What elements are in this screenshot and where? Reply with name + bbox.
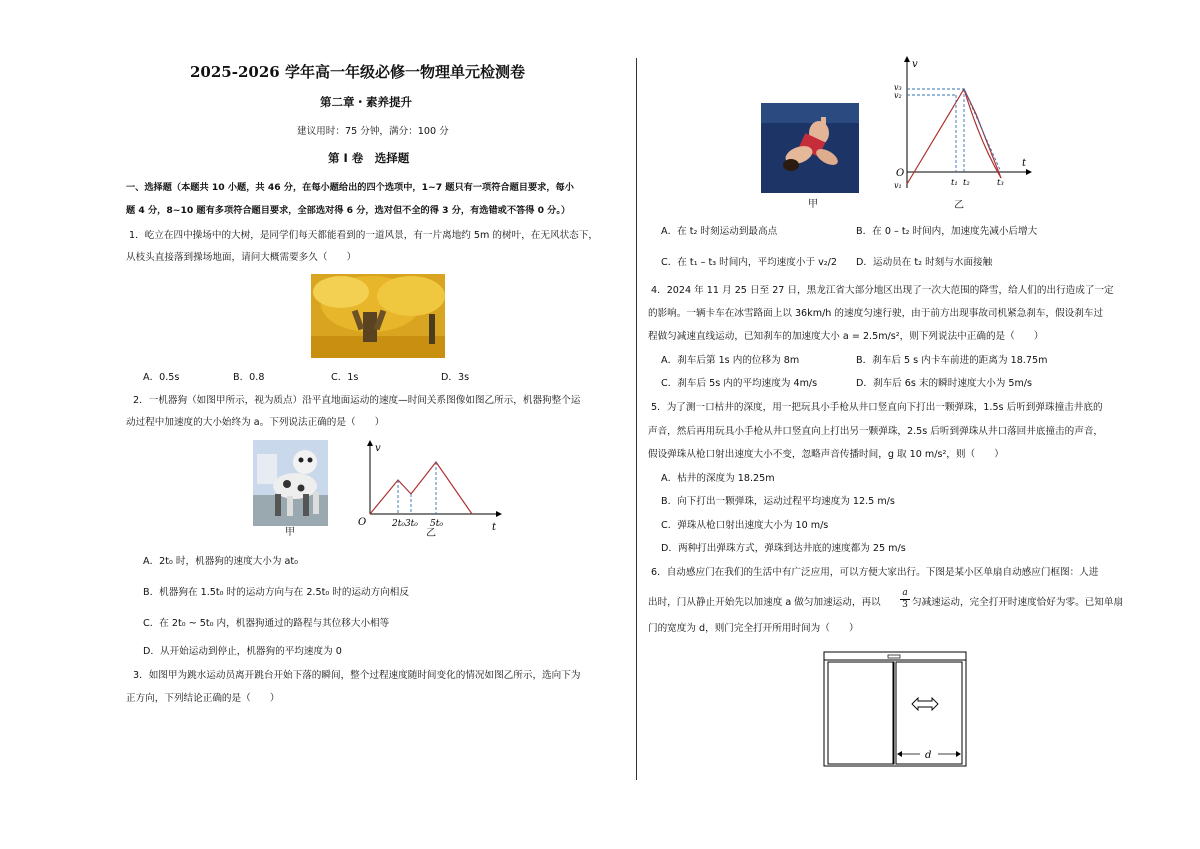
instructions-line-2: 题 4 分，8~10 题有多项符合题目要求，全部选对得 6 分，选对但不全的得 3 分，有选错或不答得 0 分。） [126,205,571,216]
q3-graph-t1: t₁ [951,178,958,188]
column-divider [636,58,637,780]
q2-graph-t-label: t [492,522,497,533]
q5-option-b[interactable]: B．向下打出一颗弹珠，运动过程平均速度为 12.5 m/s [661,496,895,507]
q2-line-1: 2．一机器狗（如图甲所示，视为质点）沿平直地面运动的速度—时间关系图像如图乙所示，机器狗整个运 [133,395,581,406]
q6-line-2a: 出时，门从静止开始先以加速度 a 做匀加速运动，再以 [648,597,881,608]
diver-photo [761,103,859,193]
q3-option-d[interactable]: D．运动员在 t₂ 时刻与水面接触 [856,257,993,268]
q6-fraction-numerator: a [900,588,910,600]
q3-caption-b: 乙 [954,200,964,211]
q4-line-1: 4．2024 年 11 月 25 日至 27 日，黑龙江省大部分地区出现了一次大范围的降雪，给人们的出行造成了一定 [651,285,1114,296]
q2-line-2: 动过程中加速度的大小始终为 a。下列说法正确的是（ ） [126,417,385,428]
q5-option-c[interactable]: C．弹珠从枪口射出速度大小为 10 m/s [661,520,829,531]
q2-option-d[interactable]: D．从开始运动到停止，机器狗的平均速度为 0 [143,646,342,657]
q3-line-1: 3．如图甲为跳水运动员离开跳台开始下落的瞬间，整个过程速度随时间变化的情况如图乙所示，选向下为 [133,670,581,681]
q5-line-1: 5．为了测一口枯井的深度，用一把玩具小手枪从井口竖直向下打出一颗弹珠，1.5s 后听到弹珠撞击井底的 [651,402,1103,413]
door-width-label: d [925,750,932,761]
q3-graph-v1: v₁ [894,181,902,190]
q5-option-d[interactable]: D．两种打出弹珠方式，弹珠到达井底的速度都为 25 m/s [661,543,906,554]
q6-line-3: 门的宽度为 d，则门完全打开所用时间为（ ） [648,623,859,634]
q4-option-b[interactable]: B．刹车后 5 s 内卡车前进的距离为 18.75m [856,355,1048,366]
q2-option-a[interactable]: A．2t₀ 时，机器狗的速度大小为 at₀ [143,556,298,567]
q3-line-2: 正方向，下列结论正确的是（ ） [126,693,280,704]
q3-graph-t2: t₂ [963,178,970,188]
q2-vt-graph [356,438,504,538]
q3-caption-a: 甲 [808,199,818,210]
q3-graph-v3: v₃ [894,83,902,92]
q2-caption-a: 甲 [285,527,295,538]
q3-graph-origin: O [896,168,905,179]
q1-line-2: 从枝头直接落到操场地面，请问大概需要多久（ ） [126,252,357,263]
q2-graph-tick-1: 2t₀3t₀ [392,519,418,529]
exam-meta: 建议用时：75 分钟，满分：100 分 [297,126,449,137]
q4-option-c[interactable]: C．刹车后 5s 内的平均速度为 4m/s [661,378,818,389]
q5-line-3: 假设弹珠从枪口射出速度大小不变，忽略声音传播时间，g 取 10 m/s²，则（ ） [648,449,1004,460]
q4-option-d[interactable]: D．刹车后 6s 末的瞬时速度大小为 5m/s [856,378,1033,389]
q1-option-c[interactable]: C．1s [331,372,359,383]
q3-graph-v2: v₂ [894,91,902,100]
page-title: 2025-2026 学年高一年级必修一物理单元检测卷 [190,63,525,81]
q1-option-b[interactable]: B．0.8 [233,372,265,383]
tree-photo [311,274,445,358]
chapter-title: 第二章・素养提升 [320,95,412,109]
robot-dog-photo [253,440,328,526]
q6-line-1: 6．自动感应门在我们的生活中有广泛应用，可以方便大家出行。下图是某小区单扇自动感应门框图：人进 [651,567,1099,578]
q6-fraction [900,588,910,611]
q3-graph-v-label: v [912,59,918,70]
q3-graph-t-label: t [1022,158,1027,169]
q3-graph-t3: t₃ [997,178,1004,188]
q4-line-2: 的影响。一辆卡车在冰雪路面上以 36km/h 的速度匀速行驶，由于前方出现事故司机紧急刹车，假设刹车过 [648,308,1104,319]
q6-fraction-denominator: 3 [902,600,908,610]
q2-caption-b: 乙 [426,528,436,539]
q3-option-c[interactable]: C．在 t₁ – t₃ 时间内，平均速度小于 v₂/2 [661,257,837,268]
q3-vt-graph [894,54,1034,202]
q1-option-d[interactable]: D．3s [441,372,470,383]
sliding-door-diagram [820,648,972,770]
q5-line-2: 声音，然后再用玩具小手枪从井口竖直向上打出另一颗弹珠，2.5s 后听到弹珠从井口落回井底撞击的声音， [648,426,1104,437]
q1-option-a[interactable]: A．0.5s [143,372,180,383]
instructions-line-1: 一、选择题（本题共 10 小题，共 46 分，在每小题给出的四个选项中，1~7 题只有一项符合题目要求，每小 [126,182,574,193]
q3-option-a[interactable]: A．在 t₂ 时刻运动到最高点 [661,226,778,237]
q6-line-2b: 匀减速运动，完全打开时速度恰好为零。已知单扇 [912,597,1124,608]
q2-option-c[interactable]: C．在 2t₀ ~ 5t₀ 内，机器狗通过的路程与其位移大小相等 [143,618,390,629]
q1-line-1: 1．屹立在四中操场中的大树，是同学们每天都能看到的一道风景，有一片离地约 5m 的树叶，在无风状态下， [129,230,598,241]
q3-option-b[interactable]: B．在 0 – t₂ 时间内，加速度先减小后增大 [856,226,1038,237]
section-title: 第 I 卷 选择题 [328,151,410,165]
q4-option-a[interactable]: A．刹车后第 1s 内的位移为 8m [661,355,800,366]
q2-graph-tick-2: 5t₀ [430,519,443,529]
q2-option-b[interactable]: B．机器狗在 1.5t₀ 时的运动方向与在 2.5t₀ 时的运动方向相反 [143,587,409,598]
q5-option-a[interactable]: A．枯井的深度为 18.25m [661,473,775,484]
q4-line-3: 程做匀减速直线运动，已知刹车的加速度大小 a = 2.5m/s²，则下列说法中正确的是（ ） [648,331,1044,342]
q2-graph-v-label: v [375,443,381,454]
q2-graph-origin: O [358,517,367,528]
